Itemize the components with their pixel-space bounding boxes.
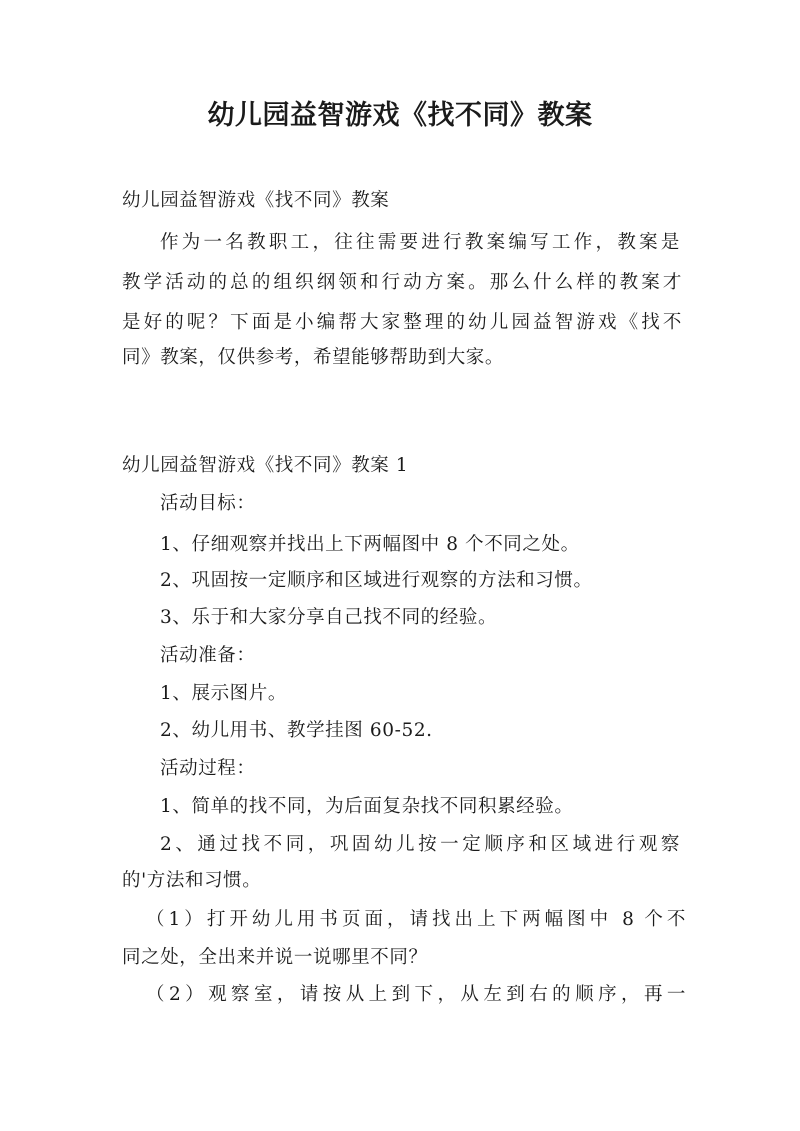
goal-item: 2、巩固按一定顺序和区域进行观察的方法和习惯。 <box>160 570 593 591</box>
intro-line: 教学活动的总的组织纲领和行动方案。那么什么样的教案才 <box>122 272 682 293</box>
intro-line: 作为一名教职工，往往需要进行教案编写工作，教案是 <box>160 232 680 253</box>
goals-label: 活动目标： <box>160 493 256 514</box>
goal-item: 3、乐于和大家分享自己找不同的经验。 <box>160 607 498 628</box>
process-item: （1）打开幼儿用书页面，请找出上下两幅图中 8 个不 <box>146 909 686 930</box>
process-item: 1、简单的找不同，为后面复杂找不同积累经验。 <box>160 796 574 817</box>
prep-item: 2、幼儿用书、教学挂图 60-52. <box>160 720 433 741</box>
process-item: （2）观察室，请按从上到下，从左到右的顺序，再一 <box>146 984 686 1005</box>
goal-item: 1、仔细观察并找出上下两幅图中 8 个不同之处。 <box>160 534 580 555</box>
intro-line: 是好的呢？下面是小编帮大家整理的幼儿园益智游戏《找不 <box>122 312 682 333</box>
document-heading: 幼儿园益智游戏《找不同》教案 <box>122 190 390 211</box>
intro-line: 同》教案，仅供参考，希望能够帮助到大家。 <box>122 347 505 368</box>
process-item: 的'方法和习惯。 <box>122 870 262 891</box>
prep-label: 活动准备： <box>160 645 256 666</box>
prep-item: 1、展示图片。 <box>160 683 287 704</box>
process-label: 活动过程： <box>160 758 256 779</box>
process-item: 同之处，全出来并说一说哪里不同？ <box>122 947 428 968</box>
page-title: 幼儿园益智游戏《找不同》教案 <box>207 100 593 131</box>
section-heading: 幼儿园益智游戏《找不同》教案 1 <box>122 455 409 476</box>
process-item: 2、通过找不同，巩固幼儿按一定顺序和区域进行观察 <box>160 834 680 855</box>
